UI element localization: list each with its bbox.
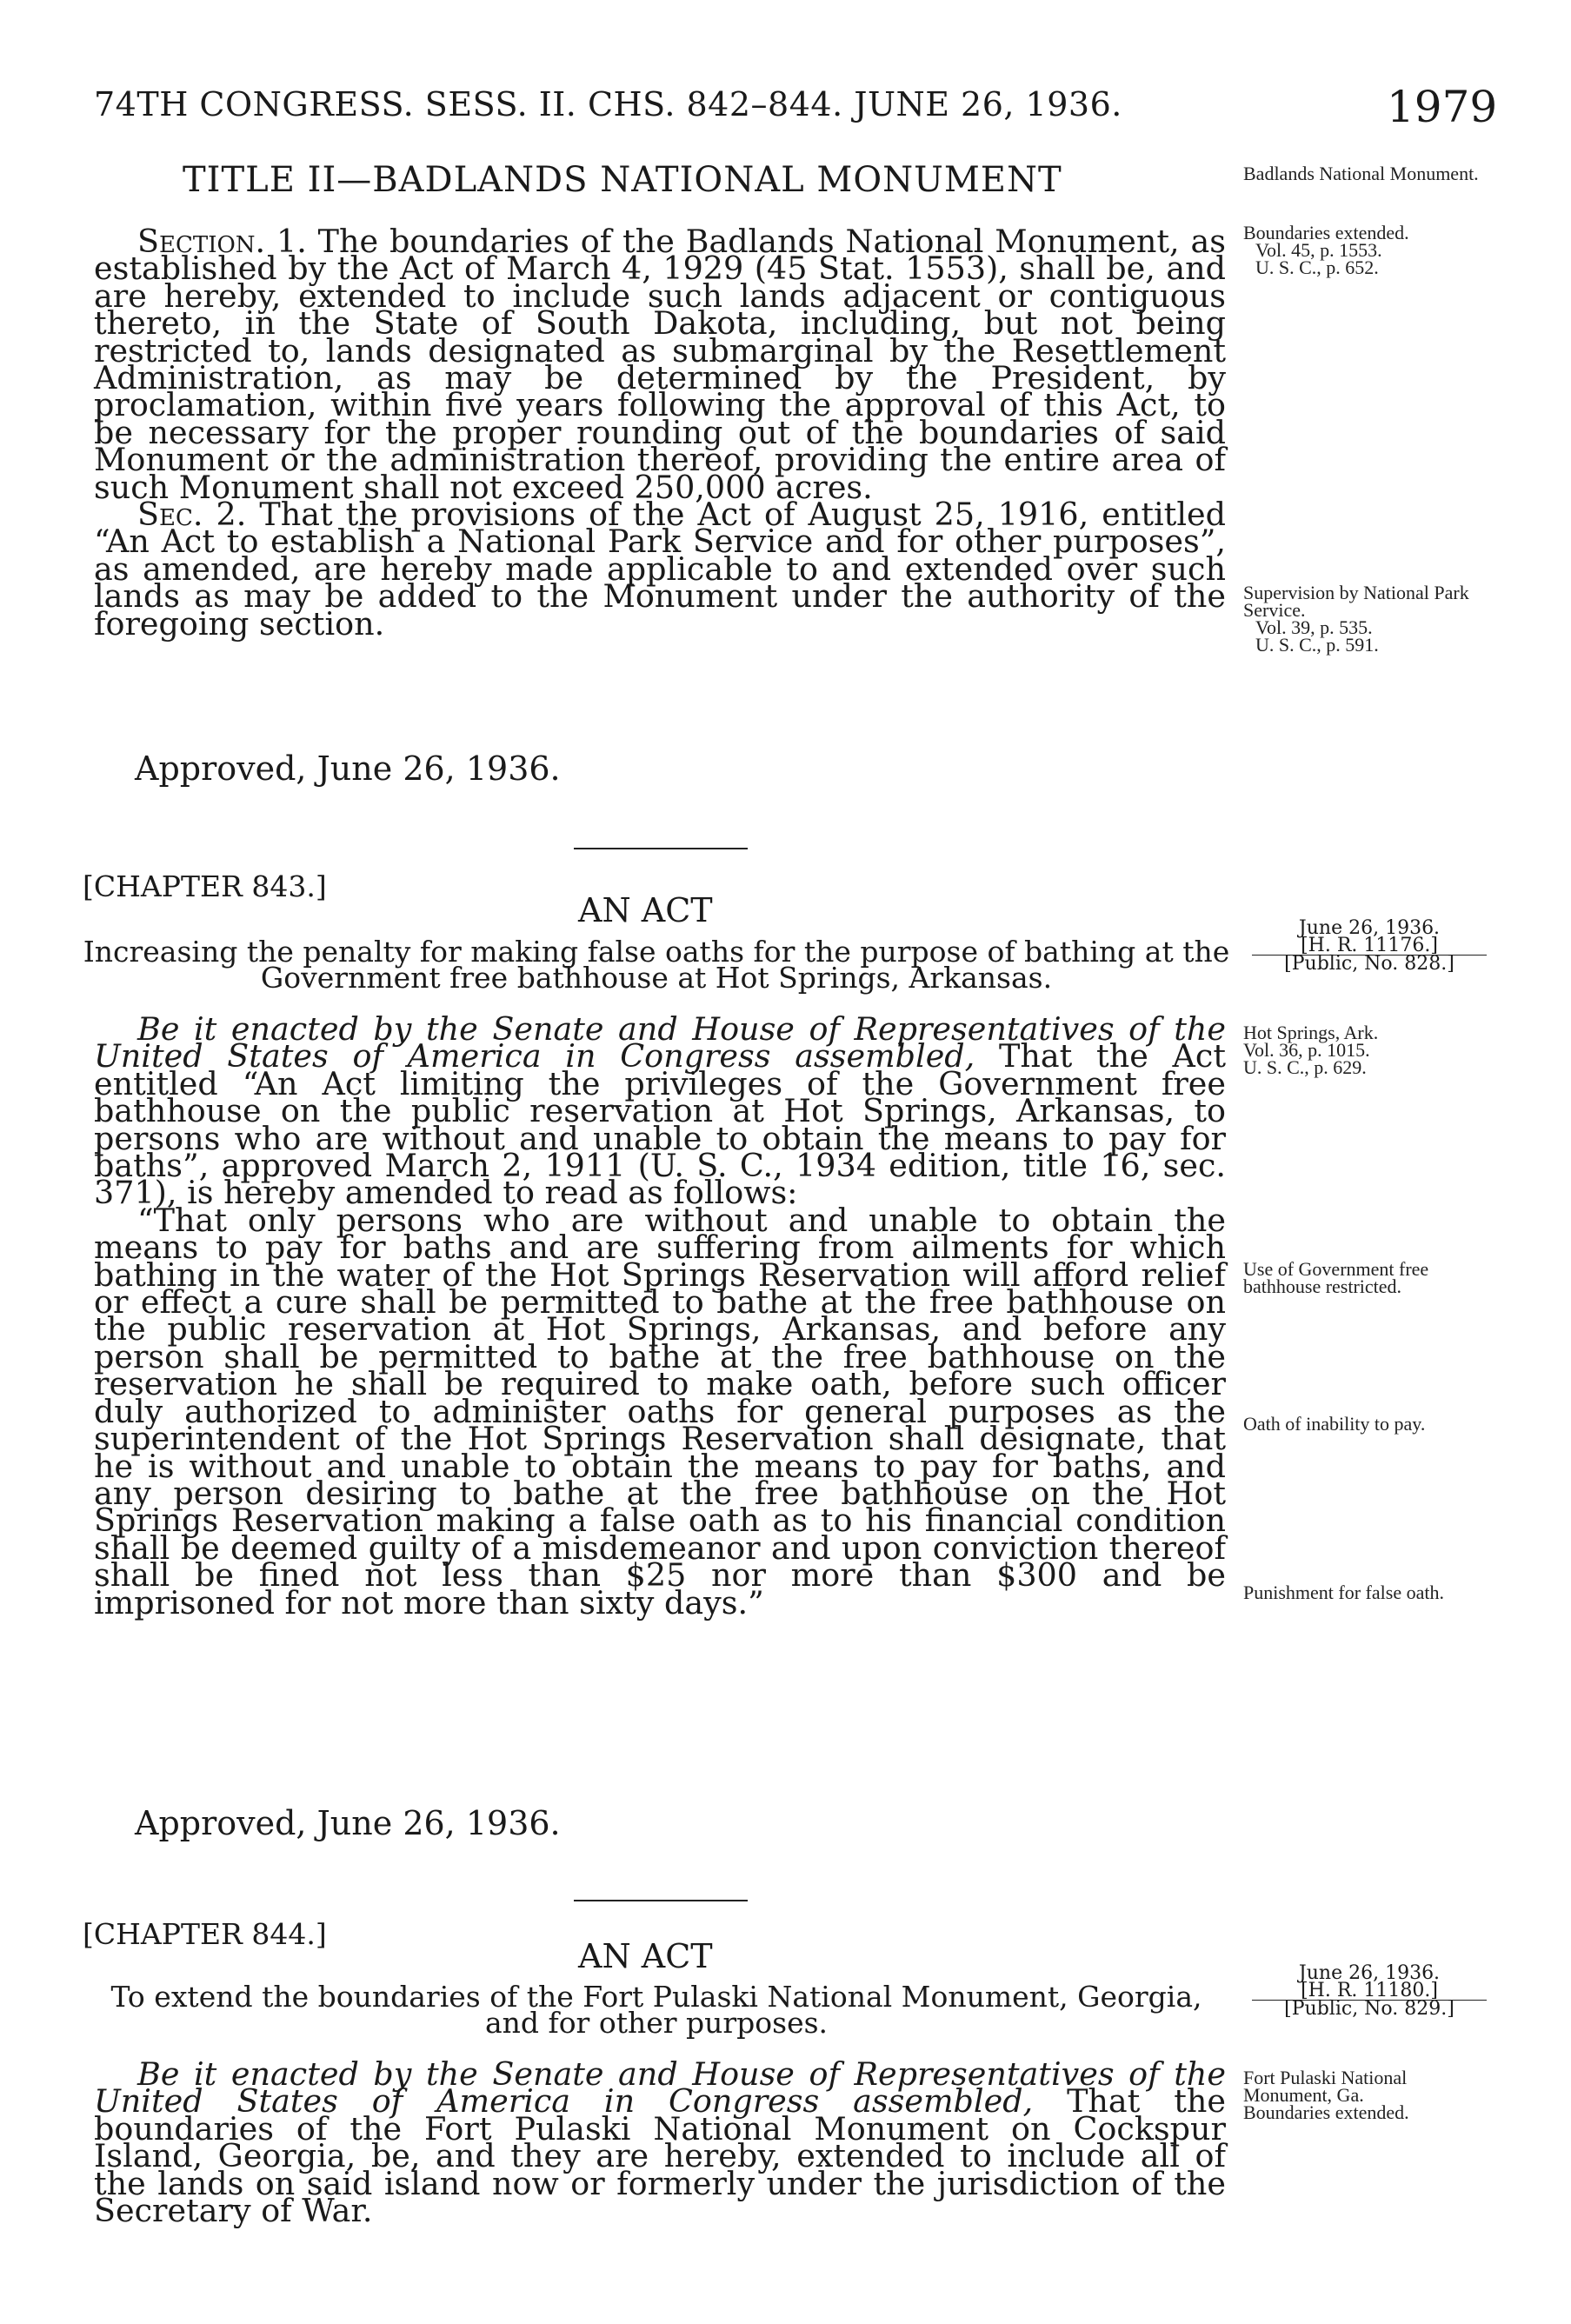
title-ii-heading: TITLE II—BADLANDS NATIONAL MONUMENT	[183, 160, 1062, 200]
chapter-844-label: [CHAPTER 844.]	[83, 1917, 327, 1951]
section-2	[94, 496, 1226, 643]
section-divider	[574, 848, 748, 849]
chapter-843-approved: Approved, June 26, 1936.	[135, 1804, 561, 1842]
chapter-844-sidenote	[1252, 1962, 1487, 2020]
chapter-843-label: [CHAPTER 843.]	[83, 869, 327, 903]
section-divider	[574, 1900, 748, 1901]
page-number: 1979	[1387, 82, 1498, 132]
margin-note-use-restricted: Use of Government free bathhouse restricted.	[1243, 1258, 1429, 1297]
section-1-label: Section. 1.	[137, 223, 307, 260]
section-1	[94, 223, 1226, 506]
chapter-843-an-act: AN ACT	[578, 891, 713, 929]
chapter-844-bill: [H. R. 11180.]	[1252, 1982, 1487, 2001]
margin-note-boundaries-ref2: U. S. C., p. 652.	[1255, 256, 1379, 278]
chapter-843-para-1-text: That the Act entitled “An Act limiting the privileges of the Government free bathhouse on the public reservation at Hot Springs, Arkansas, to persons who are without and unable to obtain the means to pay for baths”, approved March 2, 1911 (U. S. C., 1934 edition, title 16, sec. 371), is hereby amended to read as follows:	[94, 1037, 1227, 1212]
margin-note-hot-springs-ref2: U. S. C., p. 629.	[1243, 1056, 1367, 1078]
chapter-844-body	[94, 2055, 1226, 2230]
chapter-844-para-1-text: That the boundaries of the Fort Pulaski National Monument on Cockspur Island, Georgia, be, and they are hereby, extended to include all of the lands on said island now or formerly under the jurisdiction of the Secretary of War.	[94, 2082, 1226, 2230]
margin-note-badlands: Badlands National Monument.	[1243, 163, 1479, 184]
chapter-843-public-law: [Public, No. 828.]	[1284, 953, 1455, 975]
margin-note-fort-pulaski-title: Fort Pulaski National Monument, Ga.	[1243, 2067, 1408, 2106]
section-2-text: That the provisions of the Act of August 25, 1916, entitled “An Act to establish a National Park Service and for other purposes”, as amended, are hereby made applicable to and extended over such lands as may be added to the Monument under the authority of the foregoing section.	[94, 496, 1226, 643]
margin-note-boundaries	[1243, 224, 1495, 276]
chapter-843-date: June 26, 1936.	[1298, 917, 1441, 939]
margin-note-fort-pulaski-boundaries: Boundaries extended.	[1243, 2101, 1409, 2123]
margin-note-supervision-ref1: Vol. 39, p. 535.	[1255, 616, 1373, 638]
margin-note-punishment: Punishment for false oath.	[1243, 1582, 1444, 1603]
chapter-843-enacting-clause: Be it enacted by the Senate and House of Representatives of the United States of America in Congress assembled,	[94, 1010, 1226, 1075]
margin-note-boundaries-title: Boundaries extended.	[1243, 222, 1409, 243]
title-ii-approved: Approved, June 26, 1936.	[135, 749, 561, 788]
section-2-label: Sec. 2.	[137, 496, 247, 534]
chapter-843-bill: [H. R. 11176.]	[1252, 937, 1487, 956]
margin-note-supervision	[1243, 584, 1495, 654]
chapter-844-date: June 26, 1936.	[1298, 1962, 1441, 1984]
margin-note-supervision-ref2: U. S. C., p. 591.	[1255, 634, 1379, 656]
chapter-844-enacting-clause: Be it enacted by the Senate and House of Representatives of the United States of America in Congress assembled,	[94, 2055, 1226, 2121]
margin-note-boundaries-ref1: Vol. 45, p. 1553.	[1255, 239, 1382, 261]
chapter-843-sidenote	[1252, 917, 1487, 975]
title-ii-body	[94, 223, 1226, 643]
running-head: 74TH CONGRESS. SESS. II. CHS. 842–844. JUNE 26, 1936.	[94, 85, 1122, 123]
margin-note-fort-pulaski	[1243, 2069, 1495, 2121]
chapter-844-para-1	[94, 2055, 1226, 2230]
chapter-843-para-2: “That only persons who are without and unable to obtain the means to pay for baths and are suffering from ailments for which bathing in the water of the Hot Springs Reservation will afford relief or effect a cure shall be permitted to bathe at the free bathhouse on the public reservation at Hot Springs, Arkansas, and before any person shall be permitted to bathe at the free bathhouse on the reservation he shall be required to make oath, before such officer duly authorized to administer oaths for general purposes as the superintendent of the Hot Springs Reservation shall designate, that he is without and unable to obtain the means to pay for baths, and any person desiring to bathe at the free bathhouse on the Hot Springs Reservation making a false oath as to his financial condition shall be deemed guilty of a misdemeanor and upon conviction thereof shall be fined not less than $25 nor more than $300 and be imprisoned for not more than sixty days.”	[94, 1201, 1226, 1621]
section-1-text: The boundaries of the Badlands National Monument, as established by the Act of March 4, 1929 (45 Stat. 1553), shall be, and are hereby, extended to include such lands adjacent or contiguous thereto, in the State of South Dakota, including, but not being restricted to, lands designated as submarginal by the Resettlement Administration, as may be determined by the President, by proclamation, within five years following the approval of this Act, to be necessary for the proper rounding out of the boundaries of said Monument or the administration thereof, providing the entire area of such Monument shall not exceed 250,000 acres.	[94, 223, 1226, 506]
chapter-843-para-1	[94, 1010, 1227, 1212]
chapter-844-an-act: AN ACT	[578, 1937, 713, 1975]
chapter-843-purpose: Increasing the penalty for making false oaths for the purpose of bathing at the Government free bathhouse at Hot Springs, Arkansas.	[83, 935, 1230, 995]
chapter-844-purpose: To extend the boundaries of the Fort Pulaski National Monument, Georgia, and for other purposes.	[110, 1980, 1202, 2040]
margin-note-hot-springs-ref1: Vol. 36, p. 1015.	[1243, 1039, 1370, 1061]
margin-note-oath: Oath of inability to pay.	[1243, 1413, 1426, 1435]
margin-note-hot-springs	[1243, 1024, 1495, 1076]
margin-note-supervision-title: Supervision by National Park Service.	[1243, 582, 1469, 621]
margin-note-hot-springs-title: Hot Springs, Ark.	[1243, 1022, 1379, 1043]
chapter-844-public-law: [Public, No. 829.]	[1284, 1998, 1455, 2020]
chapter-843-body	[94, 1010, 1227, 1621]
